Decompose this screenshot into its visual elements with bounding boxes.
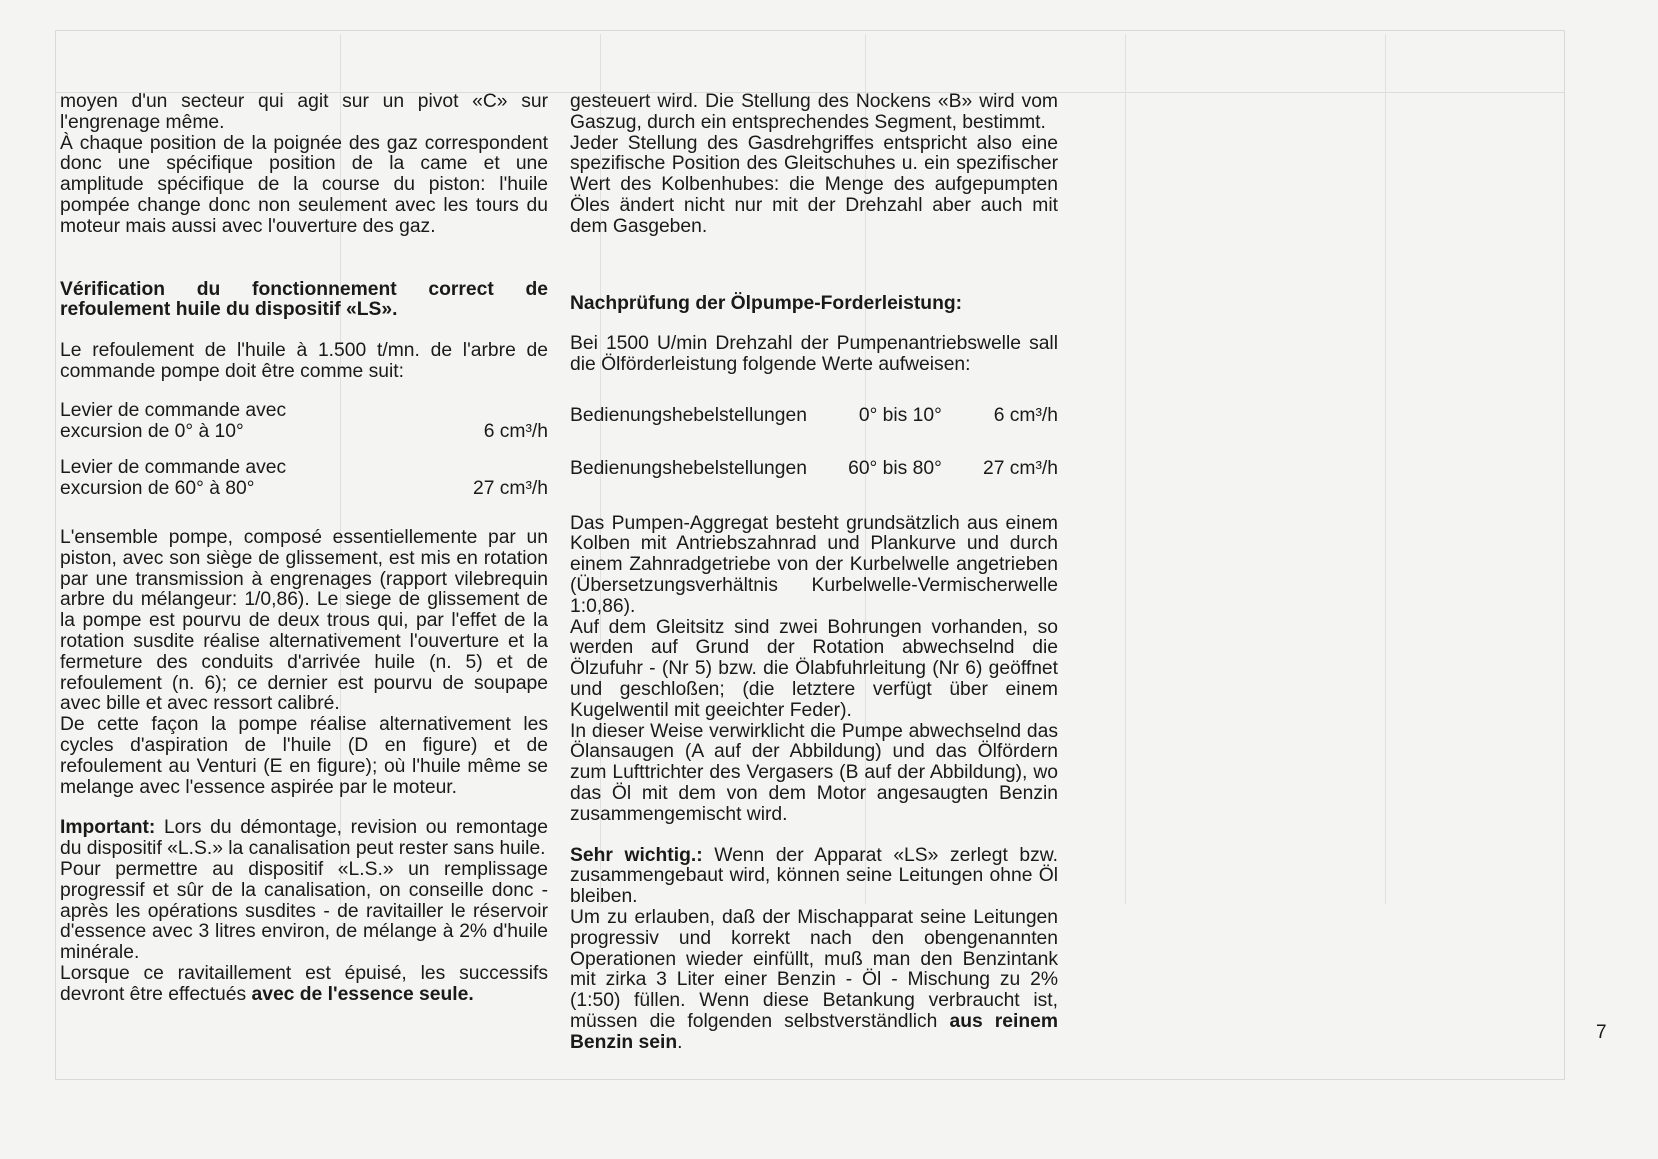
fr-last	[60, 964, 548, 1006]
de-row-value: 6 cm³/h	[993, 404, 1058, 426]
de-important	[570, 846, 1058, 908]
de-row-range: 0° bis 10°	[858, 404, 942, 426]
fr-last-text: Lorsque ce ravitaillement est épuisé, les successifs devront être effectués	[60, 962, 548, 1005]
de-pump-text: Das Pumpen-Aggregat besteht grundsätzlich aus einem Kolben mit Antriebszahnrad und Plankurve und durch einem Zahnradgetriebe von der Kurbelwelle angetrieben (Übersetzungsverhältnis Kurbelwelle-Vermischerwelle 1:0,86).	[570, 512, 1058, 617]
de-row-range: 60° bis 80°	[848, 457, 942, 479]
de-important-text: Wenn der Apparat «LS» zerlegt bzw. zusammengebaut wird, können seine Leitungen ohne Öl bleiben.	[570, 844, 1058, 908]
fr-intro-1: moyen d'un secteur qui agit sur un pivot «C» sur l'engrenage même.	[60, 91, 548, 133]
fr-important-label: Important:	[60, 817, 156, 839]
de-pump-text-3: In dieser Weise verwirklicht die Pumpe abwechselnd das Ölansaugen (A auf der Abbildung) und das Ölfördern zum Lufttrichter des Vergasers (B auf der Abbildung), wo das Öl mit dem von dem Motor angesaugten Benzin zusammengemischt wird.	[570, 720, 1058, 825]
bleed-through-line	[1125, 34, 1126, 904]
de-row-label: Bedienungshebelstellungen	[570, 404, 807, 426]
fr-check-text: Le refoulement de l'huile à 1.500 t/mn. de l'arbre de commande pompe doit être comme suit:	[60, 340, 548, 382]
fr-value-row	[60, 458, 548, 500]
fr-row-label: Levier de commande avec excursion de 60° à 80°	[60, 457, 287, 500]
fr-pump-text: L'ensemble pompe, composé essentiellemente par un piston, avec son siège de glissement, est mis en rotation par une transmission à engrenages (rapport vilebrequin arbre du mélangeur: 1/0,86). Le siege de glissement de la pompe est pourvu de deux trous qui, par l'effet de la rotation susdite réalise alternativement l'ouverture et la fermeture des conduits d'arrivée huile (n. 5) et de refoulement (n. 6); ce dernier est pourvu de soupape avec bille et avec ressort calibré.	[60, 526, 548, 715]
fr-important	[60, 818, 548, 860]
fr-row-value: 27 cm³/h	[472, 478, 548, 500]
de-row-value: 27 cm³/h	[982, 457, 1058, 479]
fr-pump-text-2: De cette façon la pompe réalise alternativement les cycles d'aspiration de l'huile (D en figure) et de refoulement au Venturi (E en figure); où l'huile même se melange avec l'essence aspirée par le moteur.	[60, 714, 548, 798]
de-pump-text-2: Auf dem Gleitsitz sind zwei Bohrungen vorhanden, so werden auf Grund der Rotation abwechselnd die Ölzufuhr - (Nr 5) bzw. die Ölabfuhrleitung (Nr 6) geöffnet und geschloßen; (die letztere verfügt über einem Kugelwentil mit geeichter Feder).	[570, 616, 1058, 721]
de-fill	[570, 908, 1058, 1054]
de-fill-bold: aus reinem Benzin sein	[570, 1010, 1058, 1053]
fr-row-value: 6 cm³/h	[483, 420, 548, 442]
de-intro: gesteuert wird. Die Stellung des Nockens «B» wird vom Gaszug, durch ein entsprechendes Segment, bestimmt.	[570, 91, 1058, 133]
bleed-through-header	[55, 34, 1565, 93]
bleed-through-line	[1385, 34, 1386, 904]
fr-intro-2: À chaque position de la poignée des gaz correspondent donc une spécifique position de la came et une amplitude spécifique de la course du piston: l'huile pompée change donc non seulement avec les tours du moteur mais aussi avec l'ouverture des gaz.	[60, 132, 548, 237]
german-column	[570, 92, 1058, 1053]
fr-fill-text: Pour permettre au dispositif «L.S.» un remplissage progressif et sûr de la canalisation, on conseille donc - après les opérations susdites - de ravitailler le réservoir d'essence avec 3 litres environ, de mélange à 2% d'huile minérale.	[60, 858, 548, 964]
de-value-row	[570, 406, 1058, 427]
de-check-heading: Nachprüfung der Ölpumpe-Forderleistung:	[570, 292, 963, 314]
de-fill-text: Um zu erlauben, daß der Mischapparat seine Leitungen progressiv und korrekt nach den obengenannten Operationen wieder einfüllt, muß man den Benzintank mit zirka 3 Liter einer Benzin - Öl - Mischung zu 2% (1:50) füllen. Wenn diese Betankung verbraucht ist, müssen die folgenden selbstverständlich	[570, 906, 1058, 1032]
de-row-label: Bedienungshebelstellungen	[570, 457, 807, 479]
de-value-row	[570, 459, 1058, 480]
fr-check-heading: Vérification du fonctionnement correct de refoulement huile du dispositif «LS».	[60, 278, 548, 321]
fr-value-row	[60, 401, 548, 443]
de-fill-end: .	[677, 1031, 683, 1053]
fr-last-bold: avec de l'essence seule.	[251, 983, 474, 1005]
french-column	[60, 92, 548, 1005]
de-check-text: Bei 1500 U/min Drehzahl der Pumpenantriebswelle sall die Ölförderleistung folgende Werte aufweisen:	[570, 333, 1058, 376]
fr-important-text: Lors du démontage, revision ou remontage du dispositif «L.S.» la canalisation peut rester sans huile.	[60, 817, 548, 860]
de-intro-2: Jeder Stellung des Gasdrehgriffes entspricht also eine spezifische Position des Gleitschuhes u. ein spezifischer Wert des Kolbenhubes: die Menge des aufgepumpten Öles ändert nicht nur mit der Drehzahl aber auch mit dem Gasgeben.	[570, 132, 1058, 237]
fr-row-label: Levier de commande avec excursion de 0° à 10°	[60, 399, 287, 442]
de-important-label: Sehr wichtig.:	[570, 844, 703, 866]
page-number: 7	[1596, 1022, 1607, 1043]
